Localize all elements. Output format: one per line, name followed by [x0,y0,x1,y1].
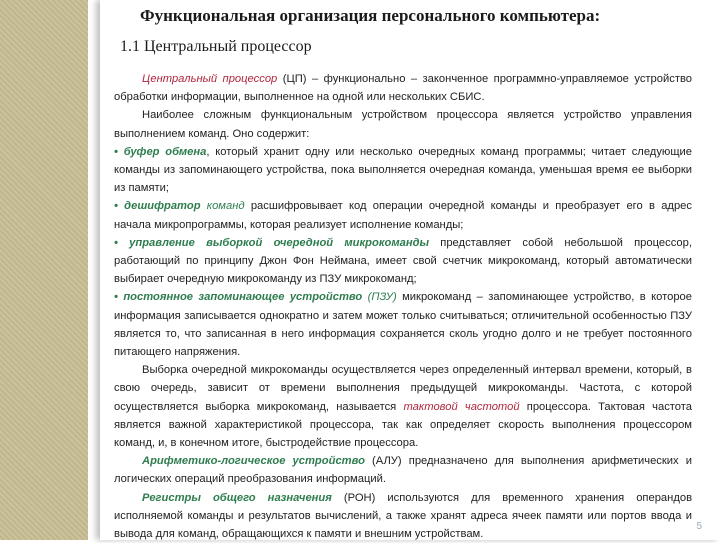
term-central-processor: Центральный процессор [142,73,278,85]
paragraph-text: расшифровывает код операции очередной команды и преобразует его в адрес начала микропрограммы, которая реализует исполнение команды; [114,200,692,231]
page-number: 5 [696,521,702,532]
paragraph-registers [114,489,692,543]
paragraph-alu [114,452,692,488]
paragraph-text: микрокоманд – запоминающее устройство, в которое информация записывается однократно и затем может только считываться; отличительной особенностью ПЗУ является то, что записанная в него информация сохраняется сколь угодно долго и не требует постоянного питающего напряжения. [114,291,692,359]
section-heading: 1.1 Центральный процессор [120,38,312,55]
paragraph-control-unit [114,106,692,142]
term-decoder: • дешифратор [114,200,201,213]
paragraph-cpu-definition [114,70,692,106]
decorative-side-band [0,0,88,540]
term-rom-abbr: (ПЗУ) [362,291,397,304]
paragraph-clock-frequency [114,361,692,452]
list-item-exchange-buffer [114,143,692,198]
paragraph-text: , который хранит одну или несколько очередных команд программы; читает следующие команды из запоминающего устройства, пока выполняется очередная команда, уменьшая время ее выборки из памяти; [114,145,692,195]
term-microcommand-control: • управление выборкой очередной микрокоманды [114,236,430,249]
paragraph-text: (ЦП) – функционально – законченное программно-управляемое устройство обработки информации, выполненное на одной или нескольких СБИС. [114,73,692,104]
paragraph-text: Выборка очередной микрокоманды осуществляется через определенный интервал времени, который, в свою очередь, зависит от времени выполнения предыдущей микрокоманды. Частота, с которой осуществляется выборка микрокоманд, называется [114,364,692,413]
list-item-decoder [114,197,692,233]
list-item-microcommand-control [114,234,692,289]
paragraph-text: (АЛУ) предназначено для выполнения арифметических и логических операций преобразования информаций. [114,455,692,486]
page-title: Функциональная организация персонального компьютера: [140,6,601,25]
paragraph-text: (РОН) используются для временного хранения операндов исполняемой команды и результатов вычислений, а также хранят адреса ячеек памяти или портов ввода и вывода для команд, обращающихся к памяти и внешним устройствам. [114,491,693,541]
term-clock-frequency: тактовой частотой [403,400,520,413]
term-alu: Арифметико-логическое устройство [142,455,365,468]
term-registers: Регистры общего назначения [142,491,332,504]
term-exchange-buffer: • буфер обмена [114,145,207,158]
paragraph-text: представляет собой небольшой процессор, работающий по принципу Джон Фон Неймана, имеет свой счетчик микрокоманд, который автоматически выбирает очередную микрокоманду из ПЗУ микрокоманд; [114,236,692,286]
paragraph-text: Наиболее сложным функциональным устройством процессора является устройство управления выполнением команд. Оно содержит: [114,109,692,140]
list-item-rom [114,288,692,361]
term-rom: • постоянное запоминающее устройство [114,291,363,304]
term-decoder-suffix: команд [200,200,245,213]
slide [100,0,720,540]
document-body [114,70,692,543]
paragraph-text: процессора. Тактовая частота является важной характеристикой процессора, так как определяет скорость выполнения процессором команд, и, в конечном итоге, быстродействие процессора. [114,400,692,450]
